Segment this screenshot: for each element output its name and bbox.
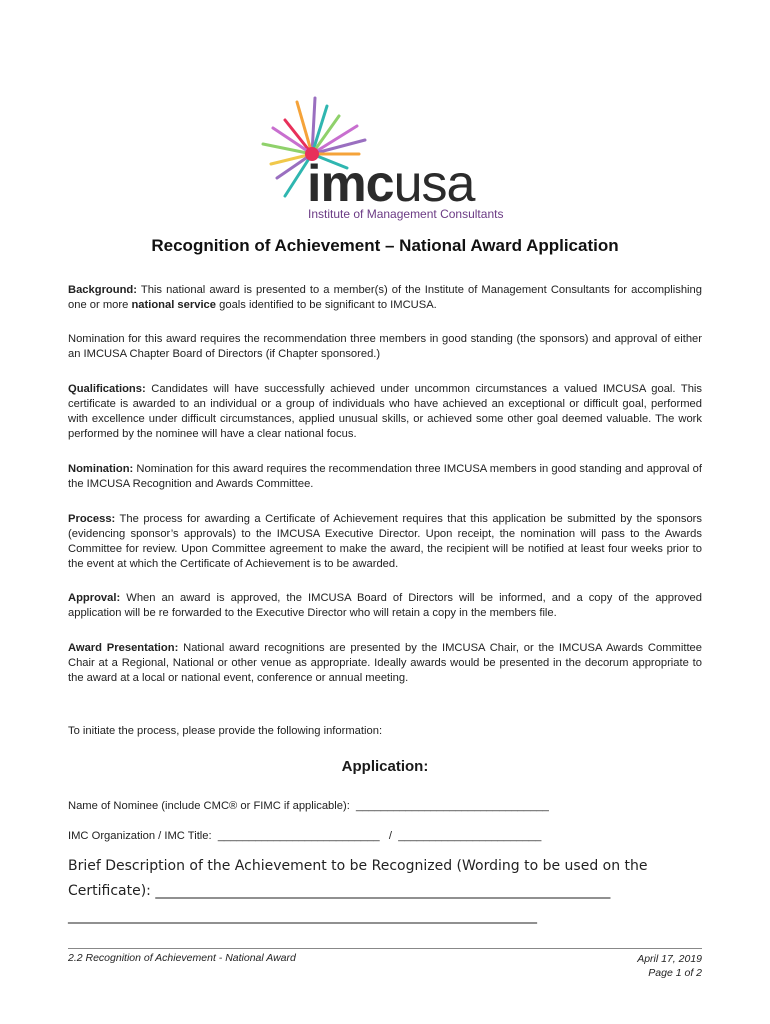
nomination-paragraph [68,462,702,492]
background-paragraph [68,283,702,313]
nomination-intro-paragraph: Nomination for this award requires the recommendation three members in good standing (the sponsors) and approval of either an IMCUSA Chapter Board of Directors (if Chapter sponsored.) [68,333,702,360]
logo-tagline: Institute of Management Consultants [308,207,504,221]
footer-right-block [637,952,702,980]
initiate-text: To initiate the process, please provide the following information: [68,725,383,737]
nomination-label: Nomination: [68,463,134,475]
logo-wordmark-usa: usa [393,155,475,213]
approval-paragraph [68,591,702,621]
background-bold-text: national service [131,299,217,311]
process-text: The process for awarding a Certificate of Achievement requires that this application be submitted by the sponsors (evidencing sponsor’s approvals) to the IMCUSA Executive Director. Upon receipt, the nomination will pass to the Awards Committee for review. Upon Committee agreement to make the award, the recipient will be notified at least four weeks prior to the event at which the Certificate of Achievement is to be awarded. [68,513,702,570]
document-title: Recognition of Achievement – National Award Application [151,236,619,255]
application-heading: Application: [341,758,429,775]
nominee-name-field[interactable]: Name of Nominee (include CMC® or FIMC if applicable): _______________________________ [68,800,549,812]
footer-page-number: Page 1 of 2 [648,967,702,979]
organization-title-field[interactable]: IMC Organization / IMC Title: __________________________ / _______________________ [68,830,542,842]
qualifications-text: Candidates will have successfully achieved under uncommon circumstances a valued IMCUSA goal. This certificate is awarded to an individual or a group of individuals who have achieved an exceptional or difficult goal, performed with excellence under difficult circumstances, applied unusual skills, or achieved some other goal deemed valuable. The work performed by the nominee will have a clear national focus. [68,383,702,440]
presentation-label: Award Presentation: [68,642,179,654]
background-text-1: This national award is presented to a member(s) of the Institute of Management Consultants for accomplishing one or more [68,284,702,311]
approval-label: Approval: [68,592,121,604]
qualifications-label: Qualifications: [68,383,146,395]
background-label: Background: [68,284,137,296]
logo-wordmark [307,155,475,213]
background-text-2: goals identified to be significant to IMCUSA. [216,299,437,311]
presentation-paragraph [68,641,702,686]
presentation-text: National award recognitions are presented by the IMCUSA Chair, or the IMCUSA Awards Committee Chair at a Regional, National or other venue as appropriate. Ideally awards would be presented in the decorum appropriate to the award at a local or national event, conference or annual meeting. [68,642,703,684]
achievement-description-line[interactable]: ___________________________________________________________________ [68,908,537,924]
footer-date: April 17, 2019 [637,953,702,965]
process-label: Process: [68,513,116,525]
qualifications-paragraph [68,382,702,442]
footer-document-name: 2.2 Recognition of Achievement - National Award [68,952,296,964]
logo-wordmark-imc: imc [307,155,394,213]
approval-text: When an award is approved, the IMCUSA Board of Directors will be informed, and a copy of the approved application will be re forwarded to the Executive Director who will retain a copy in the members file. [68,592,702,619]
nomination-text: Nomination for this award requires the recommendation three IMCUSA members in good standing and approval of the IMCUSA Recognition and Awards Committee. [68,463,702,490]
footer-divider [68,948,702,949]
process-paragraph [68,512,702,572]
achievement-description-field[interactable]: Brief Description of the Achievement to be Recognized (Wording to be used on the Certificate): _________________________________________________________________ [68,858,648,899]
